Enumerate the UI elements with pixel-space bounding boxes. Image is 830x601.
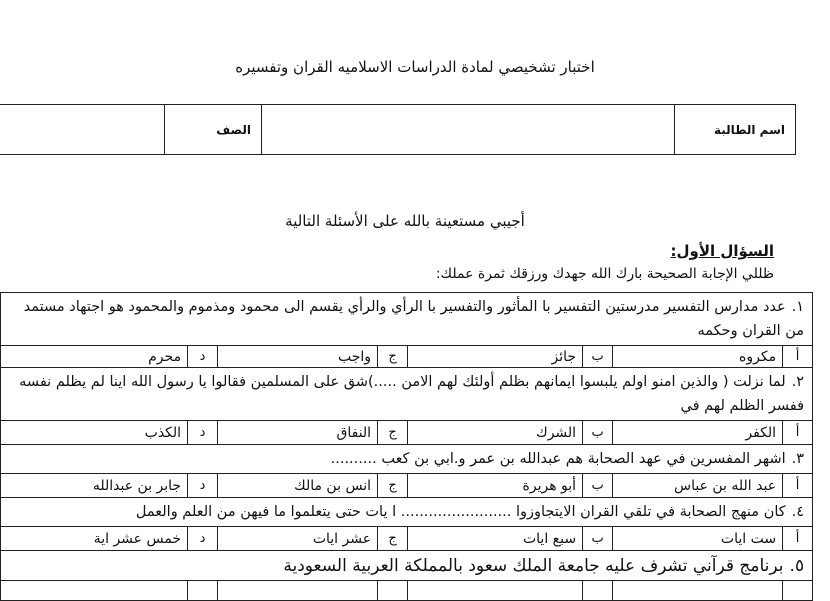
class-field[interactable] xyxy=(0,105,165,155)
student-name-label: اسم الطالبة xyxy=(675,105,796,155)
option-cell[interactable]: مكروه xyxy=(613,346,783,368)
option-letter: ج xyxy=(378,474,408,498)
option-cell[interactable]: أبو هريرة xyxy=(408,474,583,498)
option-cell[interactable] xyxy=(218,581,378,601)
options-row xyxy=(1,527,813,551)
question-row xyxy=(1,293,813,346)
option-cell[interactable]: انس بن مالك xyxy=(218,474,378,498)
options-row xyxy=(1,421,813,445)
option-letter: ب xyxy=(583,474,613,498)
option-cell[interactable]: ست ايات xyxy=(613,527,783,551)
option-cell[interactable]: واجب xyxy=(218,346,378,368)
instructions-intro: أجيبي مستعينة بالله على الأسئلة التالية xyxy=(285,212,525,230)
option-letter: أ xyxy=(783,346,813,368)
question-text: ١.عدد مدارس التفسير مدرستين التفسير با المأثور والتفسير با الرأي والرأي يقسم الى محمود ومذموم والمحمود هو اجتهاد مستمد من القران وحكمه xyxy=(1,293,813,346)
option-letter: د xyxy=(188,346,218,368)
option-cell[interactable]: عبد الله بن عباس xyxy=(613,474,783,498)
options-row xyxy=(1,346,813,368)
option-cell[interactable]: الشرك xyxy=(408,421,583,445)
option-cell[interactable] xyxy=(408,581,583,601)
option-letter: أ xyxy=(783,474,813,498)
section-instruction: ظللي الإجابة الصحيحة بارك الله جهدك ورزقك ثمرة عملك: xyxy=(435,266,774,282)
student-info-table xyxy=(0,104,796,155)
option-cell[interactable]: الكذب xyxy=(1,421,188,445)
questions-table xyxy=(0,292,813,601)
option-cell[interactable] xyxy=(378,581,408,601)
option-cell[interactable]: جائز xyxy=(408,346,583,368)
option-letter: ج xyxy=(378,421,408,445)
option-letter: أ xyxy=(783,421,813,445)
option-cell[interactable] xyxy=(583,581,613,601)
question-text: ٣.اشهر المفسرين في عهد الصحابة هم عبدالله بن عمر و.ابي بن كعب .......... xyxy=(1,445,813,474)
option-cell[interactable] xyxy=(188,581,218,601)
option-cell[interactable]: سبع ايات xyxy=(408,527,583,551)
option-letter: أ xyxy=(783,527,813,551)
question-text: ٢.لما نزلت ( والذين امنو اولم يلبسوا ايمانهم بظلم أولئك لهم الامن .....)شق على المسلمين فقالوا يا رسول الله اينا لم يظلم نفسه ففسر الظلم لهم في xyxy=(1,368,813,421)
option-cell[interactable]: عشر ايات xyxy=(218,527,378,551)
question-row xyxy=(1,498,813,527)
option-cell[interactable] xyxy=(1,581,188,601)
option-letter: ج xyxy=(378,527,408,551)
option-letter: د xyxy=(188,474,218,498)
option-cell[interactable]: النفاق xyxy=(218,421,378,445)
class-label: الصف xyxy=(165,105,262,155)
options-row xyxy=(1,474,813,498)
option-cell[interactable]: محرم xyxy=(1,346,188,368)
option-letter: ج xyxy=(378,346,408,368)
question-text: ٥.برنامج قرآني تشرف عليه جامعة الملك سعود بالمملكة العربية السعودية xyxy=(1,551,813,581)
section-title: السؤال الأول: xyxy=(670,242,774,260)
question-row xyxy=(1,445,813,474)
option-cell[interactable]: الكفر xyxy=(613,421,783,445)
exam-title: اختبار تشخيصي لمادة الدراسات الاسلاميه القران وتفسيره xyxy=(235,58,595,76)
option-cell[interactable] xyxy=(613,581,783,601)
option-letter: د xyxy=(188,527,218,551)
option-cell[interactable]: خمس عشر اية xyxy=(1,527,188,551)
question-text: ٤.كان منهج الصحابة في تلقي القران الايتجاوزوا ........................ ا يات حتى يتعلموا ما فيهن من العلم والعمل xyxy=(1,498,813,527)
option-letter: ب xyxy=(583,421,613,445)
option-letter: د xyxy=(188,421,218,445)
student-name-field[interactable] xyxy=(262,105,675,155)
options-row xyxy=(1,581,813,601)
option-letter: ب xyxy=(583,527,613,551)
option-letter: ب xyxy=(583,346,613,368)
question-row xyxy=(1,551,813,581)
option-cell[interactable]: جابر بن عبدالله xyxy=(1,474,188,498)
question-row xyxy=(1,368,813,421)
option-cell[interactable] xyxy=(783,581,813,601)
